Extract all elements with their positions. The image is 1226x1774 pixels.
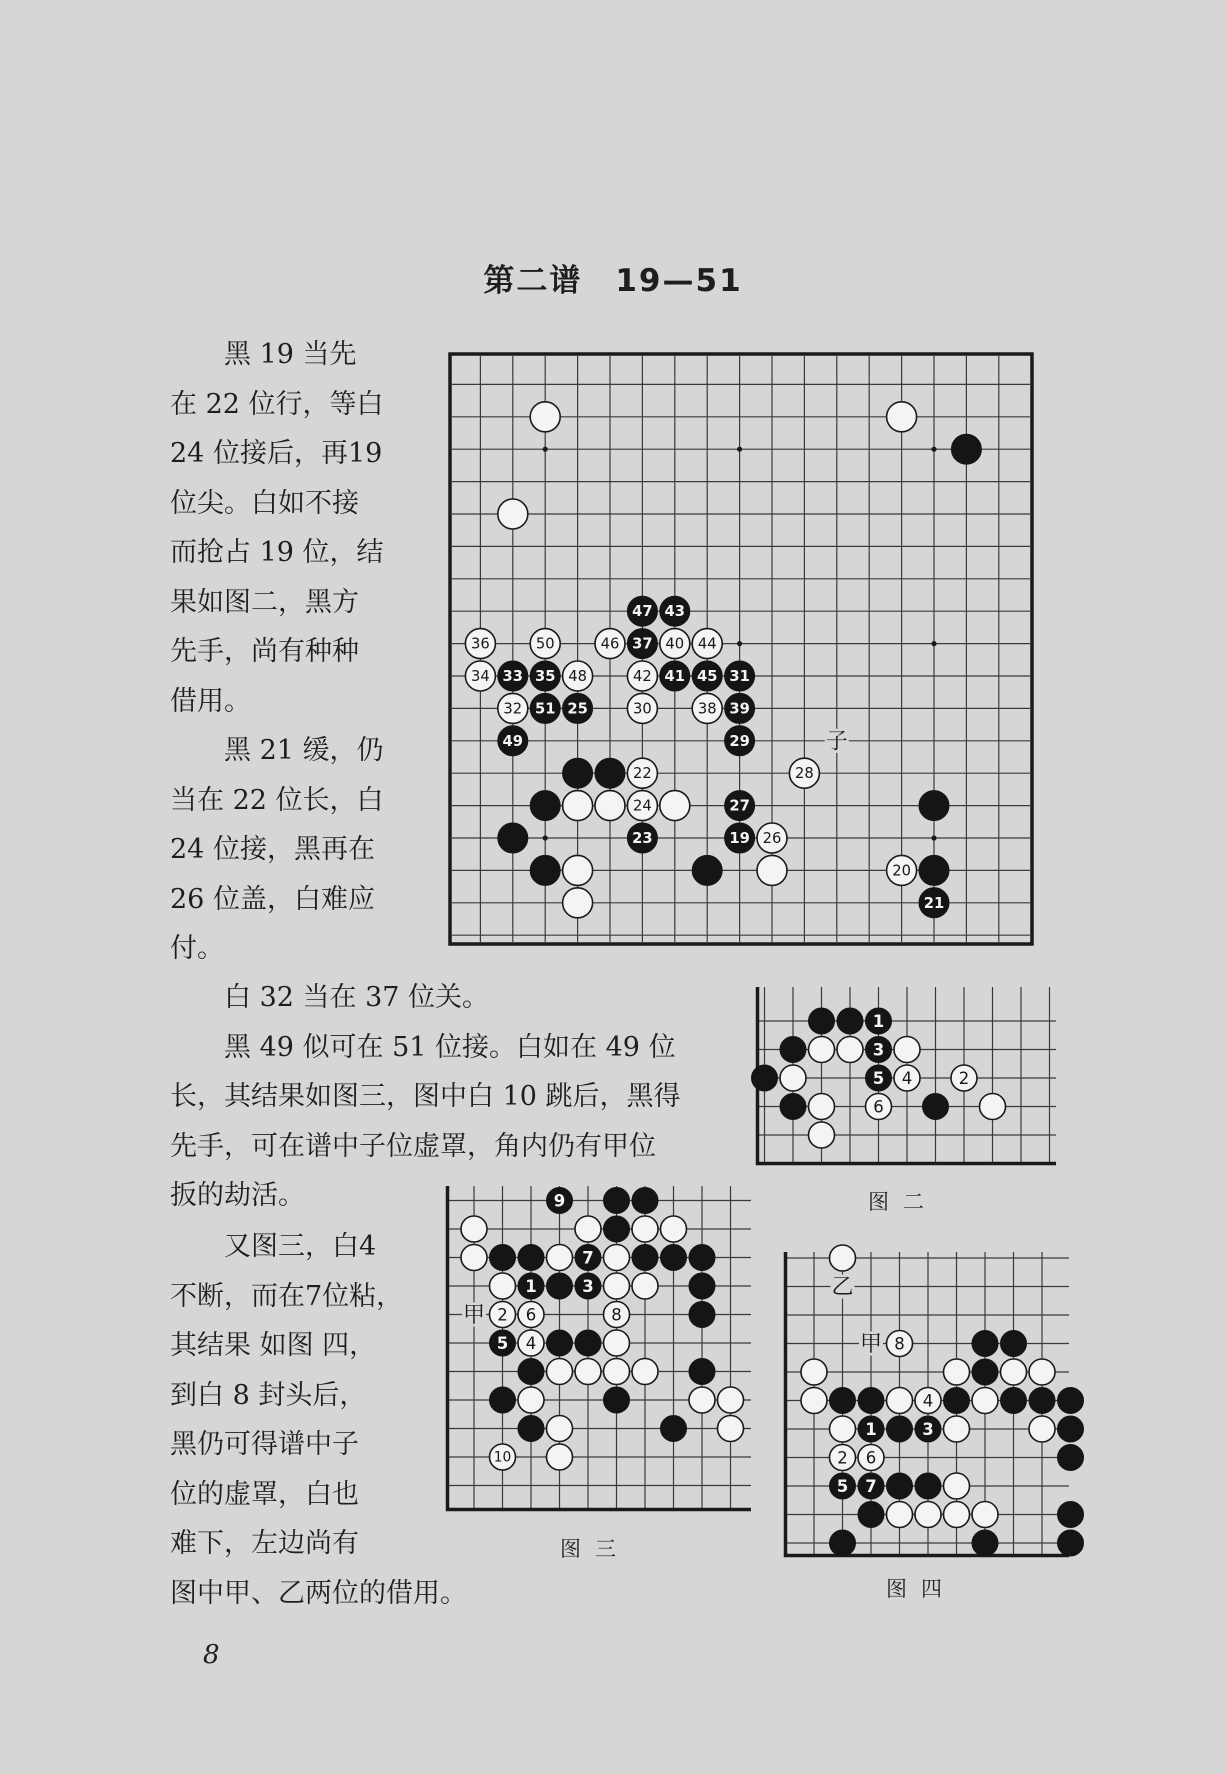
move-number: 2 [837,1448,848,1468]
text-line: 在 22 位行，等白 [170,388,384,420]
move-number: 5 [836,1477,849,1496]
move-number: 6 [865,1448,877,1468]
figure-3-go-board [446,1186,751,1511]
white-stone [692,693,722,723]
move-number: 43 [664,603,686,621]
black-stone [547,1330,573,1356]
move-number: 5 [496,1334,509,1353]
text-line: 借用。 [170,685,251,717]
move-number: 34 [471,668,490,685]
move-number: 36 [471,635,490,653]
black-stone [547,1188,573,1214]
text-line: 当在 22 位长，白 [170,784,384,816]
black-stone [725,661,755,691]
black-stone [887,1416,913,1442]
move-number: 1 [525,1277,537,1296]
white-stone [530,402,560,432]
text-line: 黑 49 似可在 51 位接。白如在 49 位 [170,1031,676,1063]
white-stone [801,1388,827,1414]
white-stone [604,1359,630,1385]
black-stone [858,1502,884,1528]
white-stone [915,1502,941,1528]
black-stone [530,661,560,691]
white-stone [627,791,657,821]
white-stone [689,1387,715,1413]
white-stone [604,1330,630,1356]
star-point [931,641,936,646]
white-stone [461,1245,487,1271]
star-point [931,447,936,452]
white-stone [490,1444,516,1470]
move-number: 32 [503,700,523,718]
move-number: 23 [632,830,653,847]
black-stone [725,693,755,723]
white-stone [518,1302,544,1328]
white-stone [498,499,528,529]
black-stone [490,1245,516,1271]
black-stone [627,629,657,659]
white-stone [887,1502,913,1528]
move-number: 47 [632,603,653,621]
move-number: 2 [958,1069,970,1088]
move-number: 1 [872,1012,885,1031]
black-stone [660,596,690,626]
white-stone [604,1273,630,1299]
black-stone [809,1008,835,1034]
black-stone [1058,1388,1084,1414]
text-line: 到白 8 封头后， [170,1379,367,1411]
white-stone [660,791,690,821]
move-number: 38 [697,700,717,718]
black-stone [661,1416,687,1442]
white-stone [830,1416,856,1442]
white-stone [757,823,787,853]
black-stone [490,1330,516,1356]
move-number: 27 [729,797,750,815]
black-stone [972,1359,998,1385]
white-stone [757,855,787,885]
white-stone [866,1094,892,1120]
white-stone [944,1473,970,1499]
move-number: 22 [633,765,652,783]
black-stone [1058,1530,1084,1556]
white-stone [692,629,722,659]
black-stone [858,1473,884,1499]
white-stone [595,791,625,821]
white-stone [801,1359,827,1385]
black-stone [1001,1388,1027,1414]
black-stone [866,1065,892,1091]
move-number: 33 [502,668,524,685]
move-number: 49 [502,732,524,750]
figure-4-caption: 图四 [886,1577,956,1601]
text-line: 又图三，白4 [170,1231,377,1262]
white-stone [465,661,495,691]
black-stone [689,1302,715,1328]
main-go-board [448,352,1034,946]
move-number: 39 [729,700,750,718]
white-stone [563,661,593,691]
black-stone [919,855,949,885]
black-stone [830,1388,856,1414]
text-line: 位尖。白如不接 [170,487,359,519]
move-number: 46 [600,635,620,653]
black-stone [563,693,593,723]
white-stone [1029,1416,1055,1442]
white-stone [604,1302,630,1328]
white-stone [809,1122,835,1148]
white-stone [894,1065,920,1091]
black-stone [944,1388,970,1414]
page-title: 第二谱 19—51 [483,263,743,299]
black-stone [518,1359,544,1385]
black-stone [498,661,528,691]
white-stone [944,1359,970,1385]
black-stone [972,1331,998,1357]
white-stone [972,1388,998,1414]
black-stone [972,1530,998,1556]
move-number: 5 [872,1069,885,1088]
text-line: 难下，左边尚有 [170,1528,359,1559]
lower-text-column [170,1222,467,1618]
move-number: 28 [795,765,814,783]
page-number: 8 [203,1640,220,1670]
white-stone [837,1037,863,1063]
move-number: 9 [553,1191,566,1211]
move-number: 7 [865,1477,877,1496]
black-stone [951,434,981,464]
black-stone [518,1273,544,1299]
move-number: 3 [872,1040,885,1060]
black-stone [837,1008,863,1034]
black-stone [1001,1331,1027,1357]
black-stone [858,1416,884,1442]
black-stone [547,1273,573,1299]
white-stone [661,1216,687,1242]
white-stone [575,1216,601,1242]
white-stone [530,629,560,659]
black-stone [923,1094,949,1120]
white-stone [547,1416,573,1442]
white-stone [887,402,917,432]
figure-2-go-board [756,987,1056,1165]
black-stone [632,1245,658,1271]
black-stone [518,1245,544,1271]
black-stone [919,791,949,821]
black-stone [780,1094,806,1120]
black-stone [595,758,625,788]
black-stone [919,888,949,918]
black-stone [490,1387,516,1413]
move-number: 1 [865,1420,877,1439]
black-stone [563,758,593,788]
move-number: 4 [901,1069,913,1088]
text-line: 图中甲、乙两位的借用。 [170,1577,467,1609]
black-stone [866,1037,892,1063]
black-stone [632,1188,658,1214]
move-number: 37 [632,635,653,653]
black-stone [498,823,528,853]
white-stone [465,629,495,659]
text-line: 位的虚罩，白也 [170,1478,359,1510]
white-stone [660,629,690,659]
move-number: 24 [633,797,652,815]
star-point [737,641,742,646]
text-line: 24 位接，黑再在 [170,834,375,865]
white-stone [563,888,593,918]
white-stone [780,1065,806,1091]
black-stone [689,1359,715,1385]
figure-3-caption: 图三 [560,1537,630,1561]
white-stone [547,1245,573,1271]
white-stone [575,1359,601,1385]
white-stone [518,1330,544,1356]
white-stone [718,1387,744,1413]
black-stone [725,791,755,821]
move-number: 21 [923,894,945,912]
white-stone [830,1445,856,1471]
figure-4-go-board [784,1252,1069,1557]
move-number: 6 [873,1097,884,1117]
text-line: 黑 21 缓，仍 [170,735,384,766]
white-stone [627,693,657,723]
white-stone [518,1387,544,1413]
move-number: 7 [582,1248,594,1268]
white-stone [461,1216,487,1242]
white-stone [789,758,819,788]
black-stone [689,1273,715,1299]
white-stone [1029,1359,1055,1385]
left-text-column [170,330,384,974]
black-stone [830,1530,856,1556]
white-stone [894,1037,920,1063]
black-stone [915,1416,941,1442]
text-line: 而抢占 19 位，结 [170,537,384,568]
black-stone [575,1245,601,1271]
white-stone [809,1094,835,1120]
move-number: 31 [729,668,750,685]
black-stone [498,726,528,756]
move-number: 42 [633,668,652,685]
move-number: 26 [762,830,782,847]
text-line: 果如图二，黑方 [170,586,359,618]
figure-2-caption: 图二 [868,1190,938,1214]
text-line: 黑 19 当先 [170,339,357,370]
text-line: 26 位盖，白难应 [170,883,375,915]
black-stone [915,1473,941,1499]
white-stone [1001,1359,1027,1385]
position-mark: 子 [825,729,848,755]
star-point [543,835,548,840]
black-stone [661,1245,687,1271]
white-stone [490,1302,516,1328]
text-line: 先手，可在谱中子位虚罩，角内仍有甲位 [170,1130,656,1162]
black-stone [575,1273,601,1299]
black-stone [866,1008,892,1034]
white-stone [632,1273,658,1299]
black-stone [604,1387,630,1413]
move-number: 48 [568,668,587,685]
black-stone [518,1416,544,1442]
move-number: 2 [497,1305,508,1325]
white-stone [627,758,657,788]
move-number: 45 [696,668,718,685]
star-point [931,835,936,840]
white-stone [887,855,917,885]
star-point [737,447,742,452]
black-stone [725,823,755,853]
black-stone [627,823,657,853]
move-number: 41 [664,668,686,685]
black-stone [530,855,560,885]
black-stone [725,726,755,756]
black-stone [1058,1445,1084,1471]
text-line: 其结果 如图 四， [170,1330,377,1361]
white-stone [972,1502,998,1528]
text-line: 长，其结果如图三，图中白 10 跳后，黑得 [170,1081,681,1112]
move-number: 25 [567,700,588,718]
text-line: 白 32 当在 37 位关。 [170,982,490,1013]
move-number: 20 [892,862,911,880]
black-stone [1058,1416,1084,1442]
move-number: 10 [493,1449,512,1466]
move-number: 8 [611,1305,622,1325]
white-stone [809,1037,835,1063]
white-stone [887,1388,913,1414]
white-stone [944,1502,970,1528]
white-stone [547,1444,573,1470]
white-stone [830,1245,856,1271]
move-number: 8 [894,1334,905,1354]
white-stone [915,1388,941,1414]
move-number: 44 [697,635,717,653]
move-number: 30 [633,700,652,718]
white-stone [547,1359,573,1385]
white-stone [944,1416,970,1442]
white-stone [490,1273,516,1299]
text-line: 扳的劫活。 [170,1180,305,1211]
move-number: 29 [729,732,750,750]
move-number: 3 [922,1420,934,1439]
text-line: 黑仍可得谱中子 [170,1429,359,1460]
white-stone [563,791,593,821]
black-stone [752,1065,778,1091]
black-stone [887,1473,913,1499]
black-stone [692,661,722,691]
black-stone [660,661,690,691]
move-number: 51 [534,700,556,718]
black-stone [530,791,560,821]
position-mark: 甲 [462,1303,486,1328]
move-number: 4 [922,1391,934,1411]
star-point [543,447,548,452]
move-number: 35 [534,668,556,685]
white-stone [858,1445,884,1471]
white-stone [498,693,528,723]
white-stone [563,855,593,885]
black-stone [604,1188,630,1214]
move-number: 50 [535,635,555,653]
black-stone [858,1388,884,1414]
white-stone [887,1331,913,1357]
white-stone [951,1065,977,1091]
black-stone [530,693,560,723]
middle-text-block [170,973,681,1221]
white-stone [627,661,657,691]
black-stone [1029,1388,1055,1414]
white-stone [632,1216,658,1242]
text-line: 不断，而在7位粘， [170,1280,404,1312]
white-stone [595,629,625,659]
text-line: 24 位接后，再19 [170,438,383,469]
black-stone [604,1216,630,1242]
move-number: 6 [525,1305,537,1325]
move-number: 3 [582,1277,594,1296]
black-stone [1058,1502,1084,1528]
black-stone [575,1330,601,1356]
white-stone [632,1359,658,1385]
black-stone [830,1473,856,1499]
black-stone [692,855,722,885]
black-stone [780,1037,806,1063]
white-stone [604,1245,630,1271]
position-mark: 甲 [859,1332,883,1357]
text-line: 付。 [170,933,224,964]
position-mark: 乙 [831,1275,854,1300]
move-number: 40 [665,635,685,653]
black-stone [627,596,657,626]
text-line: 先手，尚有种种 [170,636,359,667]
move-number: 19 [729,830,750,847]
white-stone [980,1094,1006,1120]
move-number: 4 [525,1334,537,1353]
white-stone [718,1416,744,1442]
black-stone [689,1245,715,1271]
